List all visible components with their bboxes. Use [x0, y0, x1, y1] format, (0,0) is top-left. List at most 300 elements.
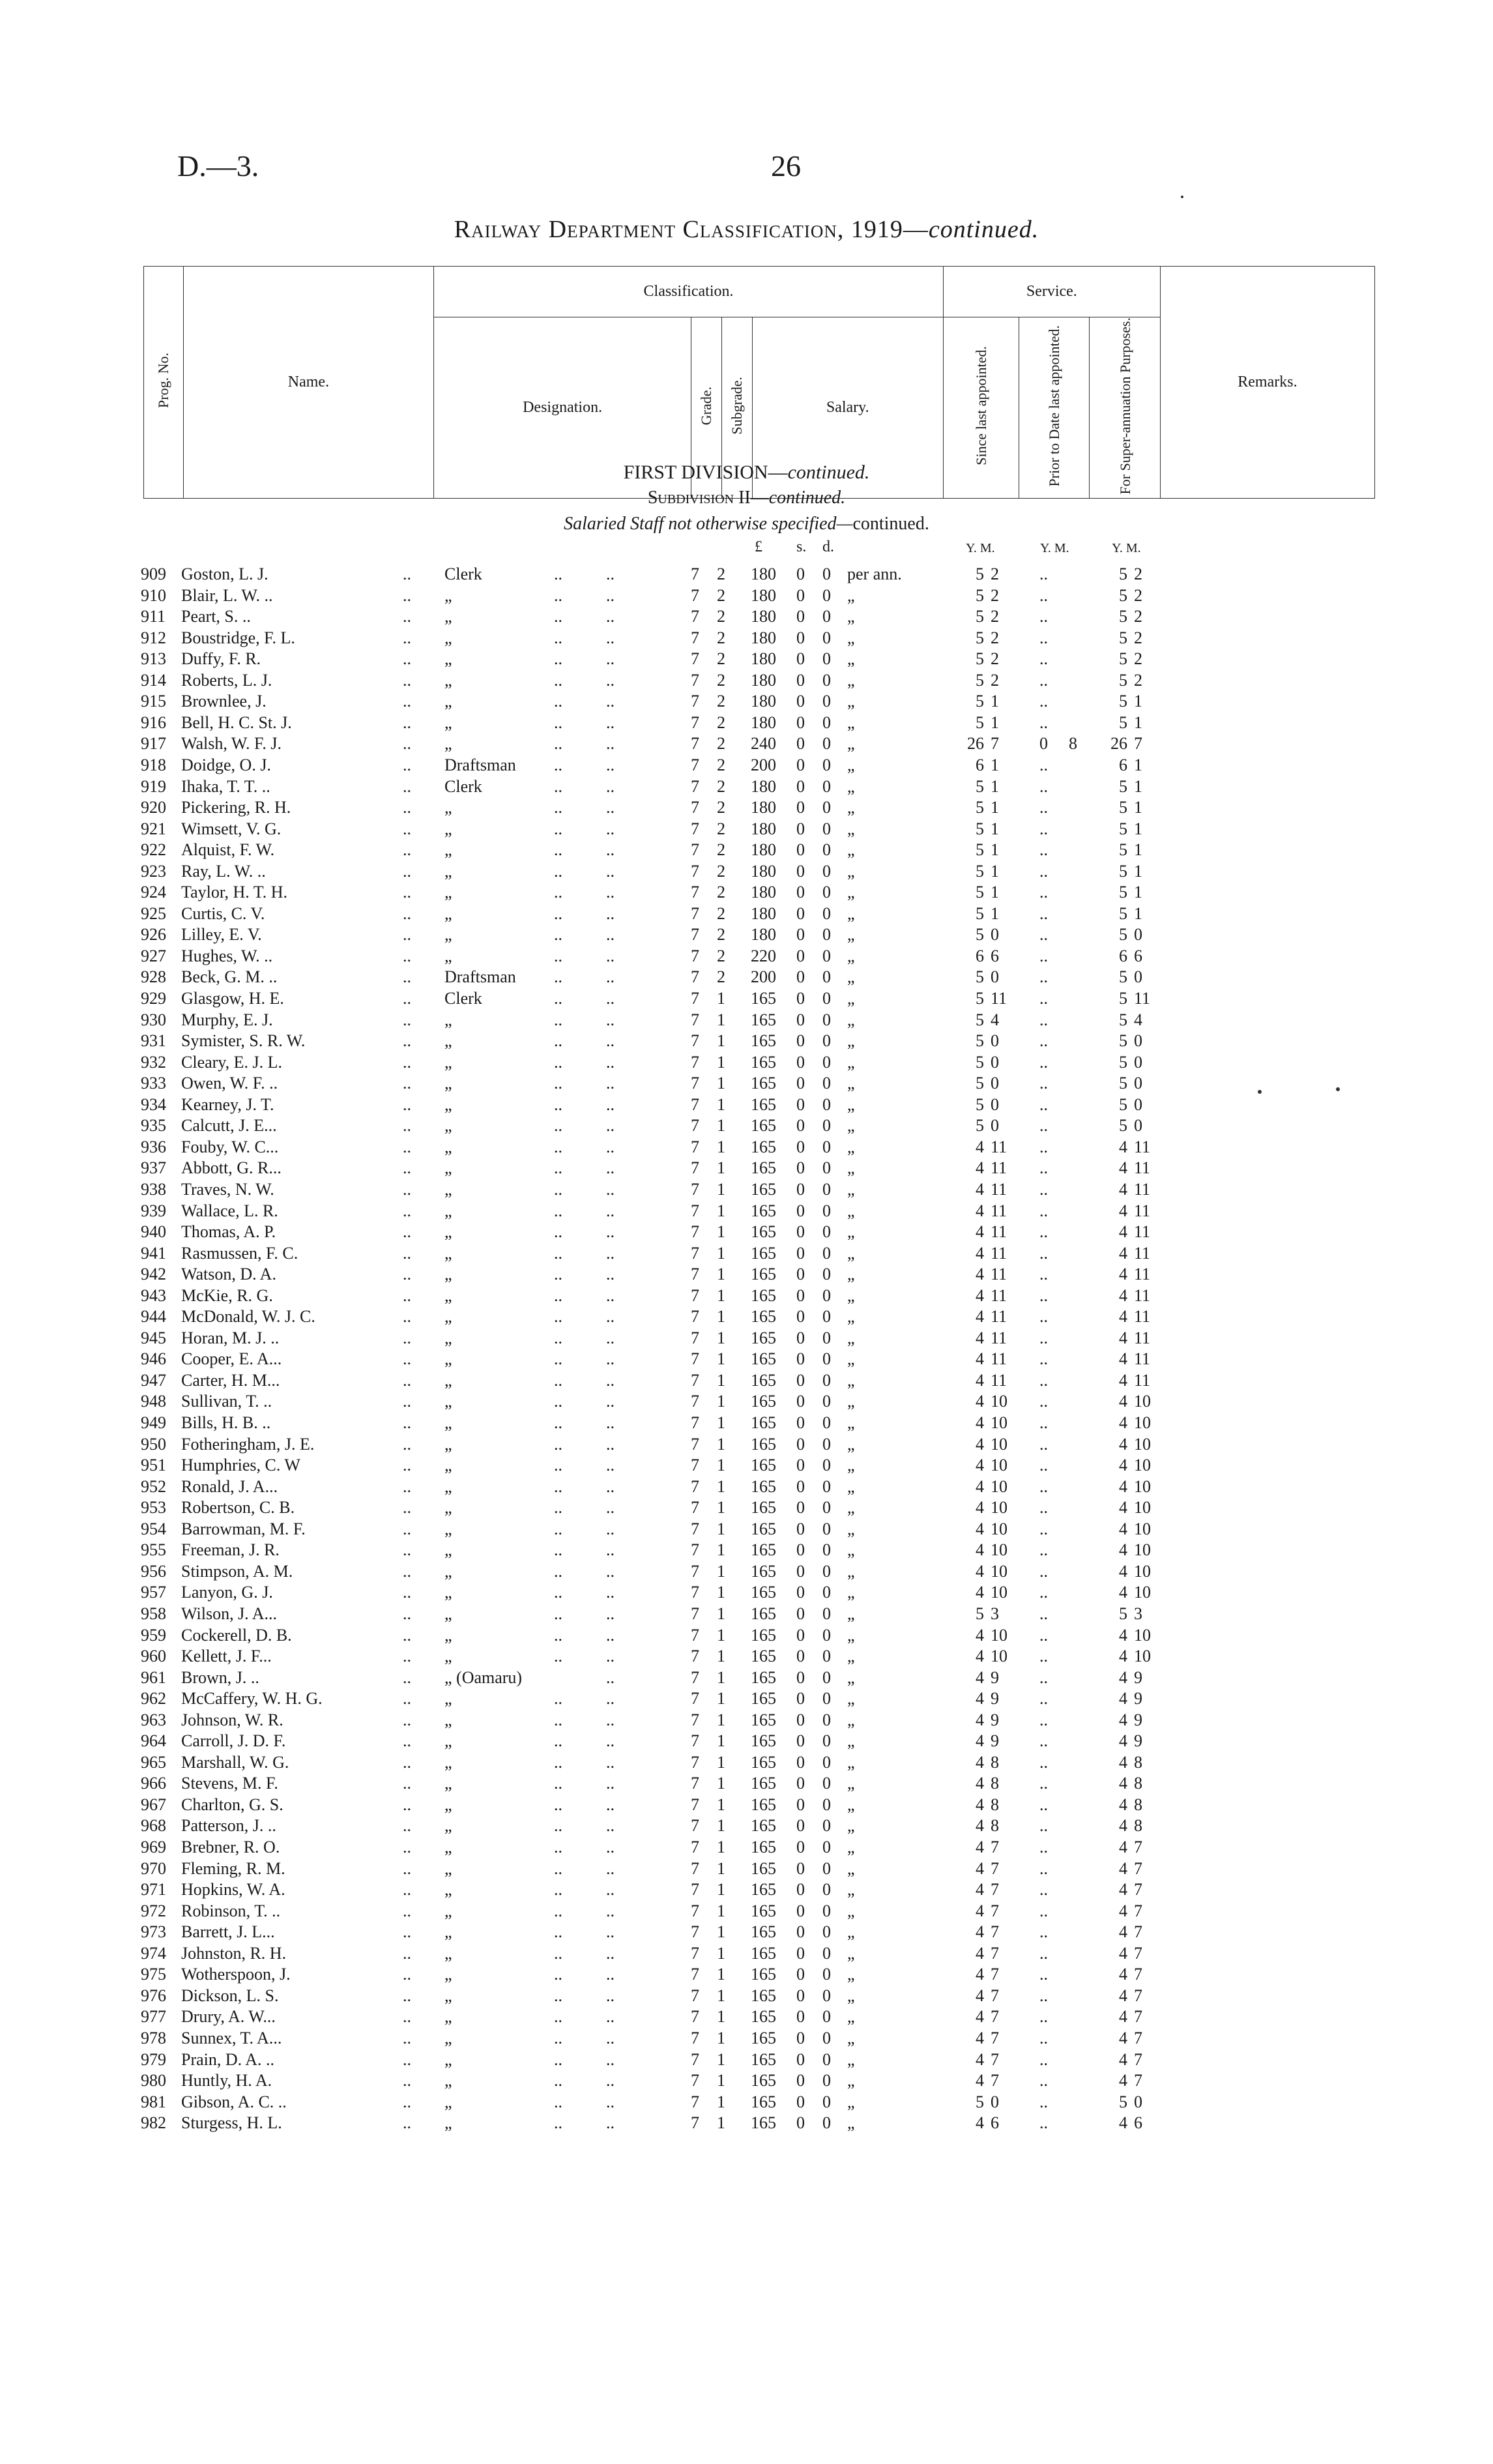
prior-years: .. — [1039, 649, 1048, 669]
leader-dots: .. — [403, 1137, 411, 1156]
salary-pence: 0 — [822, 565, 831, 583]
grade: 7 — [691, 1285, 699, 1305]
salary-shillings: 0 — [796, 1986, 805, 2005]
grade: 7 — [691, 798, 699, 817]
prog-no: 970 — [141, 1858, 166, 1878]
salary-period: „ — [847, 1858, 855, 1878]
leader-dots: .. — [606, 1625, 615, 1645]
since-last-months: 2 — [991, 607, 999, 626]
salary-pence: 0 — [822, 1647, 831, 1666]
prior-years: 0 — [1039, 734, 1048, 754]
salary-shillings: 0 — [796, 1838, 805, 1856]
leader-dots: .. — [606, 1392, 615, 1411]
leader-dots: .. — [554, 2007, 562, 2027]
prog-no: 962 — [141, 1689, 166, 1709]
leader-dots: .. — [606, 1265, 615, 1284]
leader-dots: .. — [606, 1370, 615, 1390]
salary-period: „ — [847, 1413, 855, 1432]
salary-period: „ — [847, 1285, 855, 1305]
prior-years: .. — [1039, 861, 1048, 881]
super-years: 5 — [1119, 798, 1127, 817]
super-months: 2 — [1134, 607, 1142, 626]
staff-name: Watson, D. A. — [181, 1265, 276, 1284]
salary-shillings: 0 — [796, 1222, 805, 1242]
prior-years: .. — [1039, 819, 1048, 838]
salary-pounds: 165 — [751, 1074, 776, 1093]
subgrade: 2 — [717, 840, 725, 860]
salary-pounds: 165 — [751, 1710, 776, 1729]
salary-pounds: 165 — [751, 1243, 776, 1263]
super-years: 4 — [1119, 1965, 1127, 1984]
salary-pounds: 165 — [751, 989, 776, 1008]
designation: „ — [444, 1858, 452, 1878]
salary-pounds: 180 — [751, 712, 776, 732]
super-months: 1 — [1134, 840, 1142, 860]
leader-dots: .. — [554, 1689, 562, 1709]
leader-dots: .. — [606, 1285, 615, 1305]
prior-years: .. — [1039, 1349, 1048, 1369]
salary-pounds: 165 — [751, 2071, 776, 2090]
super-months: 10 — [1134, 1476, 1151, 1496]
subgrade: 1 — [717, 1265, 725, 1284]
since-last-years: 4 — [976, 2049, 984, 2069]
salary-period: „ — [847, 1328, 855, 1347]
leader-dots: .. — [403, 1370, 411, 1390]
leader-dots: .. — [606, 1476, 615, 1496]
prog-no: 977 — [141, 2007, 166, 2027]
since-last-months: 11 — [991, 1265, 1007, 1284]
staff-name: Horan, M. J. .. — [181, 1328, 280, 1347]
staff-name: Kellett, J. F... — [181, 1647, 272, 1666]
since-last-years: 4 — [976, 1540, 984, 1560]
staff-name: Blair, L. W. .. — [181, 585, 273, 605]
leader-dots: .. — [554, 1476, 562, 1496]
salary-shillings: 0 — [796, 1349, 805, 1369]
prog-no: 941 — [141, 1243, 166, 1263]
super-years: 5 — [1119, 776, 1127, 796]
staff-name: Cooper, E. A... — [181, 1349, 282, 1369]
leader-dots: .. — [554, 1370, 562, 1390]
grade: 7 — [691, 1880, 699, 1899]
leader-dots: .. — [554, 1094, 562, 1114]
staff-name: Stimpson, A. M. — [181, 1561, 293, 1581]
leader-dots: .. — [403, 2113, 411, 2133]
leader-dots: .. — [554, 1922, 562, 1942]
division-heading: FIRST DIVISION—continued. — [623, 462, 870, 483]
salary-shillings: 0 — [796, 819, 805, 838]
designation: „ — [444, 883, 452, 902]
leader-dots: .. — [554, 1816, 562, 1836]
shilling-unit: s. — [796, 538, 807, 555]
super-months: 4 — [1134, 1010, 1142, 1029]
salary-pence: 0 — [822, 1370, 831, 1390]
salary-pounds: 200 — [751, 755, 776, 774]
super-months: 7 — [1134, 2028, 1142, 2047]
grade: 7 — [691, 1074, 699, 1093]
staff-name: Brebner, R. O. — [181, 1838, 280, 1856]
designation: „ — [444, 607, 452, 626]
subgrade: 1 — [717, 1137, 725, 1156]
staff-name: Bills, H. B. .. — [181, 1413, 271, 1432]
since-last-months: 7 — [991, 1858, 999, 1878]
leader-dots: .. — [606, 1965, 615, 1984]
leader-dots: .. — [606, 946, 615, 965]
salary-shillings: 0 — [796, 1858, 805, 1878]
grade: 7 — [691, 1816, 699, 1836]
subgrade: 1 — [717, 1561, 725, 1581]
salary-pence: 0 — [822, 1328, 831, 1347]
salary-pence: 0 — [822, 1752, 831, 1772]
since-last-months: 1 — [991, 776, 999, 796]
subgrade: 1 — [717, 1540, 725, 1560]
salary-shillings: 0 — [796, 670, 805, 690]
since-last-years: 4 — [976, 2113, 984, 2133]
super-months: 11 — [1134, 1243, 1151, 1263]
since-last-months: 10 — [991, 1519, 1007, 1538]
prior-years: .. — [1039, 989, 1048, 1008]
prog-no: 959 — [141, 1625, 166, 1645]
salary-period: „ — [847, 1710, 855, 1729]
since-last-years: 4 — [976, 1583, 984, 1602]
salary-shillings: 0 — [796, 1795, 805, 1814]
subgrade: 2 — [717, 861, 725, 881]
subgrade: 1 — [717, 1710, 725, 1729]
leader-dots: .. — [554, 755, 562, 774]
leader-dots: .. — [606, 1647, 615, 1666]
super-years: 4 — [1119, 2007, 1127, 2027]
super-years: 4 — [1119, 1307, 1127, 1327]
salary-pence: 0 — [822, 1285, 831, 1305]
leader-dots: .. — [403, 692, 411, 711]
subgrade: 2 — [717, 946, 725, 965]
salary-shillings: 0 — [796, 1116, 805, 1136]
super-years: 5 — [1119, 903, 1127, 923]
salary-period: „ — [847, 692, 855, 711]
salary-period: „ — [847, 1052, 855, 1072]
leader-dots: .. — [403, 1243, 411, 1263]
salary-pence: 0 — [822, 1201, 831, 1220]
salary-shillings: 0 — [796, 1052, 805, 1072]
since-last-months: 7 — [991, 2007, 999, 2027]
subgrade: 1 — [717, 1965, 725, 1984]
super-months: 10 — [1134, 1498, 1151, 1518]
prog-no: 944 — [141, 1307, 166, 1327]
since-last-years: 5 — [976, 628, 984, 647]
subgrade: 1 — [717, 1031, 725, 1051]
salary-pounds: 180 — [751, 903, 776, 923]
since-last-years: 5 — [976, 989, 984, 1008]
salary-pounds: 165 — [751, 1986, 776, 2005]
leader-dots: .. — [554, 776, 562, 796]
leader-dots: .. — [606, 1752, 615, 1772]
grade: 7 — [691, 649, 699, 669]
salary-period: „ — [847, 2028, 855, 2047]
leader-dots: .. — [554, 1031, 562, 1051]
stray-mark — [1336, 1087, 1340, 1091]
leader-dots: .. — [403, 1710, 411, 1729]
subgrade: 1 — [717, 1498, 725, 1518]
prog-no: 975 — [141, 1965, 166, 1984]
salary-shillings: 0 — [796, 1201, 805, 1220]
leader-dots: .. — [606, 1943, 615, 1963]
since-last-months: 0 — [991, 2092, 999, 2111]
salary-pence: 0 — [822, 883, 831, 902]
leader-dots: .. — [403, 1880, 411, 1899]
staff-name: Wimsett, V. G. — [181, 819, 282, 838]
super-years: 4 — [1119, 1222, 1127, 1242]
salary-pounds: 165 — [751, 1052, 776, 1072]
salary-pence: 0 — [822, 1031, 831, 1051]
since-last-years: 5 — [976, 1010, 984, 1029]
salary-period: „ — [847, 1667, 855, 1687]
subgrade: 1 — [717, 1880, 725, 1899]
since-last-years: 4 — [976, 1838, 984, 1856]
salary-pounds: 165 — [751, 1816, 776, 1836]
salary-period: „ — [847, 903, 855, 923]
leader-dots: .. — [403, 989, 411, 1008]
grade: 7 — [691, 607, 699, 626]
since-last-months: 1 — [991, 883, 999, 902]
designation: „ — [444, 1179, 452, 1199]
super-months: 6 — [1134, 2113, 1142, 2133]
super-years: 4 — [1119, 1201, 1127, 1220]
prior-years: .. — [1039, 692, 1048, 711]
designation: „ — [444, 1201, 452, 1220]
grade: 7 — [691, 925, 699, 945]
salary-shillings: 0 — [796, 1731, 805, 1751]
salary-pounds: 165 — [751, 1647, 776, 1666]
salary-header: Salary. — [752, 317, 943, 499]
leader-dots: .. — [554, 1010, 562, 1029]
salary-period: „ — [847, 1456, 855, 1475]
super-years: 4 — [1119, 1243, 1127, 1263]
since-last-years: 4 — [976, 1943, 984, 1963]
leader-dots: .. — [403, 1795, 411, 1814]
grade: 7 — [691, 1328, 699, 1347]
staff-name: Thomas, A. P. — [181, 1222, 276, 1242]
salary-pounds: 165 — [751, 2028, 776, 2047]
subgrade: 1 — [717, 2049, 725, 2069]
salary-period: „ — [847, 1158, 855, 1178]
super-months: 10 — [1134, 1519, 1151, 1538]
salary-period: „ — [847, 1540, 855, 1560]
super-years: 5 — [1119, 1074, 1127, 1093]
salary-period: „ — [847, 670, 855, 690]
leader-dots: .. — [403, 2092, 411, 2111]
salary-pence: 0 — [822, 628, 831, 647]
since-last-years: 4 — [976, 1328, 984, 1347]
designation: „ — [444, 1943, 452, 1963]
salary-shillings: 0 — [796, 1774, 805, 1793]
grade: 7 — [691, 1731, 699, 1751]
designation: „ — [444, 1625, 452, 1645]
salary-shillings: 0 — [796, 1413, 805, 1432]
super-months: 11 — [1134, 1201, 1151, 1220]
salary-pounds: 165 — [751, 1137, 776, 1156]
salary-shillings: 0 — [796, 585, 805, 605]
salary-pounds: 180 — [751, 798, 776, 817]
subgrade: 1 — [717, 2007, 725, 2027]
leader-dots: .. — [403, 2071, 411, 2090]
leader-dots: .. — [403, 1265, 411, 1284]
prior-years: .. — [1039, 1731, 1048, 1751]
leader-dots: .. — [554, 946, 562, 965]
prog-no: 967 — [141, 1795, 166, 1814]
prog-no: 976 — [141, 1986, 166, 2005]
salary-pounds: 240 — [751, 734, 776, 754]
since-last-years: 4 — [976, 1689, 984, 1709]
since-last-years: 5 — [976, 1031, 984, 1051]
staff-name: Sullivan, T. .. — [181, 1392, 272, 1411]
grade: 7 — [691, 903, 699, 923]
since-last-months: 10 — [991, 1561, 1007, 1581]
designation: „ — [444, 1031, 452, 1051]
grade: 7 — [691, 1774, 699, 1793]
super-years: 4 — [1119, 1625, 1127, 1645]
leader-dots: .. — [606, 1519, 615, 1538]
salary-period: „ — [847, 1647, 855, 1666]
subgrade: 2 — [717, 883, 725, 902]
pence-unit: d. — [822, 538, 834, 555]
prog-no-header: Prog. No. — [144, 267, 184, 499]
staff-name: Carroll, J. D. F. — [181, 1731, 286, 1751]
salary-pounds: 180 — [751, 883, 776, 902]
designation: „ — [444, 734, 452, 754]
designation: „ — [444, 798, 452, 817]
leader-dots: .. — [403, 1838, 411, 1856]
prog-no: 972 — [141, 1901, 166, 1920]
since-last-years: 5 — [976, 649, 984, 669]
prior-years: .. — [1039, 1498, 1048, 1518]
since-last-months: 11 — [991, 1285, 1007, 1305]
leader-dots: .. — [403, 1816, 411, 1836]
super-years: 5 — [1119, 2092, 1127, 2111]
salary-period: „ — [847, 840, 855, 860]
grade: 7 — [691, 883, 699, 902]
salary-period: „ — [847, 1816, 855, 1836]
super-years: 4 — [1119, 1901, 1127, 1920]
salary-pounds: 165 — [751, 1392, 776, 1411]
staff-heading: Salaried Staff not otherwise specified—continued. — [564, 514, 929, 534]
subgrade: 1 — [717, 1752, 725, 1772]
salary-pence: 0 — [822, 1986, 831, 2005]
salary-shillings: 0 — [796, 1498, 805, 1518]
leader-dots: .. — [403, 1179, 411, 1199]
subgrade: 1 — [717, 1689, 725, 1709]
subgrade: 1 — [717, 1285, 725, 1305]
super-months: 0 — [1134, 2092, 1142, 2111]
subgrade: 1 — [717, 1838, 725, 1856]
salary-pounds: 165 — [751, 1625, 776, 1645]
super-years: 4 — [1119, 1285, 1127, 1305]
salary-pounds: 165 — [751, 1222, 776, 1242]
salary-period: „ — [847, 1752, 855, 1772]
grade: 7 — [691, 2113, 699, 2133]
grade: 7 — [691, 1561, 699, 1581]
salary-period: „ — [847, 1922, 855, 1942]
staff-name: Brownlee, J. — [181, 692, 267, 711]
staff-name: Marshall, W. G. — [181, 1752, 289, 1772]
super-months: 11 — [1134, 1370, 1151, 1390]
leader-dots: .. — [554, 565, 562, 583]
prog-no: 943 — [141, 1285, 166, 1305]
super-years: 4 — [1119, 1370, 1127, 1390]
super-years: 4 — [1119, 1328, 1127, 1347]
prog-no: 913 — [141, 649, 166, 669]
super-months: 0 — [1134, 1116, 1142, 1136]
designation: „ — [444, 1498, 452, 1518]
leader-dots: .. — [554, 1222, 562, 1242]
prog-no: 946 — [141, 1349, 166, 1369]
salary-pounds: 165 — [751, 2007, 776, 2027]
leader-dots: .. — [606, 734, 615, 754]
leader-dots: .. — [403, 585, 411, 605]
super-months: 7 — [1134, 2007, 1142, 2027]
grade: 7 — [691, 755, 699, 774]
salary-pence: 0 — [822, 1880, 831, 1899]
designation: „ — [444, 1413, 452, 1432]
salary-pounds: 165 — [751, 1094, 776, 1114]
super-years: 5 — [1119, 1031, 1127, 1051]
salary-shillings: 0 — [796, 1519, 805, 1538]
grade: 7 — [691, 819, 699, 838]
subgrade: 1 — [717, 1604, 725, 1623]
since-last-years: 5 — [976, 861, 984, 881]
prior-years: .. — [1039, 1540, 1048, 1560]
grade: 7 — [691, 1349, 699, 1369]
super-years: 4 — [1119, 2049, 1127, 2069]
since-last-years: 4 — [976, 1816, 984, 1836]
classification-header: Classification. — [434, 267, 944, 317]
designation: „ — [444, 1795, 452, 1814]
prog-no: 940 — [141, 1222, 166, 1242]
designation: „ — [444, 2049, 452, 2069]
grade: 7 — [691, 1179, 699, 1199]
leader-dots: .. — [403, 1116, 411, 1136]
super-years: 4 — [1119, 1816, 1127, 1836]
prog-no: 912 — [141, 628, 166, 647]
leader-dots: .. — [554, 1074, 562, 1093]
leader-dots: .. — [554, 2028, 562, 2047]
staff-name: Alquist, F. W. — [181, 840, 275, 860]
super-years: 4 — [1119, 2071, 1127, 2090]
grade: 7 — [691, 1010, 699, 1029]
since-last-months: 2 — [991, 628, 999, 647]
super-years: 5 — [1119, 1052, 1127, 1072]
prog-no: 966 — [141, 1774, 166, 1793]
leader-dots: .. — [554, 1774, 562, 1793]
salary-pence: 0 — [822, 1307, 831, 1327]
super-months: 7 — [1134, 1880, 1142, 1899]
since-last-months: 7 — [991, 1901, 999, 1920]
since-last-months: 11 — [991, 1307, 1007, 1327]
salary-pounds: 165 — [751, 1285, 776, 1305]
super-months: 0 — [1134, 1031, 1142, 1051]
staff-name: Ihaka, T. T. .. — [181, 776, 270, 796]
subgrade: 1 — [717, 2092, 725, 2111]
salary-shillings: 0 — [796, 1370, 805, 1390]
since-last-years: 4 — [976, 1647, 984, 1666]
salary-shillings: 0 — [796, 903, 805, 923]
since-last-months: 10 — [991, 1476, 1007, 1496]
super-years: 4 — [1119, 1519, 1127, 1538]
staff-name: Sunnex, T. A... — [181, 2028, 282, 2047]
leader-dots: .. — [554, 1604, 562, 1623]
title-main: Railway Department Classification, 1919— — [454, 216, 929, 243]
subgrade: 1 — [717, 1816, 725, 1836]
salary-period: „ — [847, 1625, 855, 1645]
designation: „ — [444, 585, 452, 605]
